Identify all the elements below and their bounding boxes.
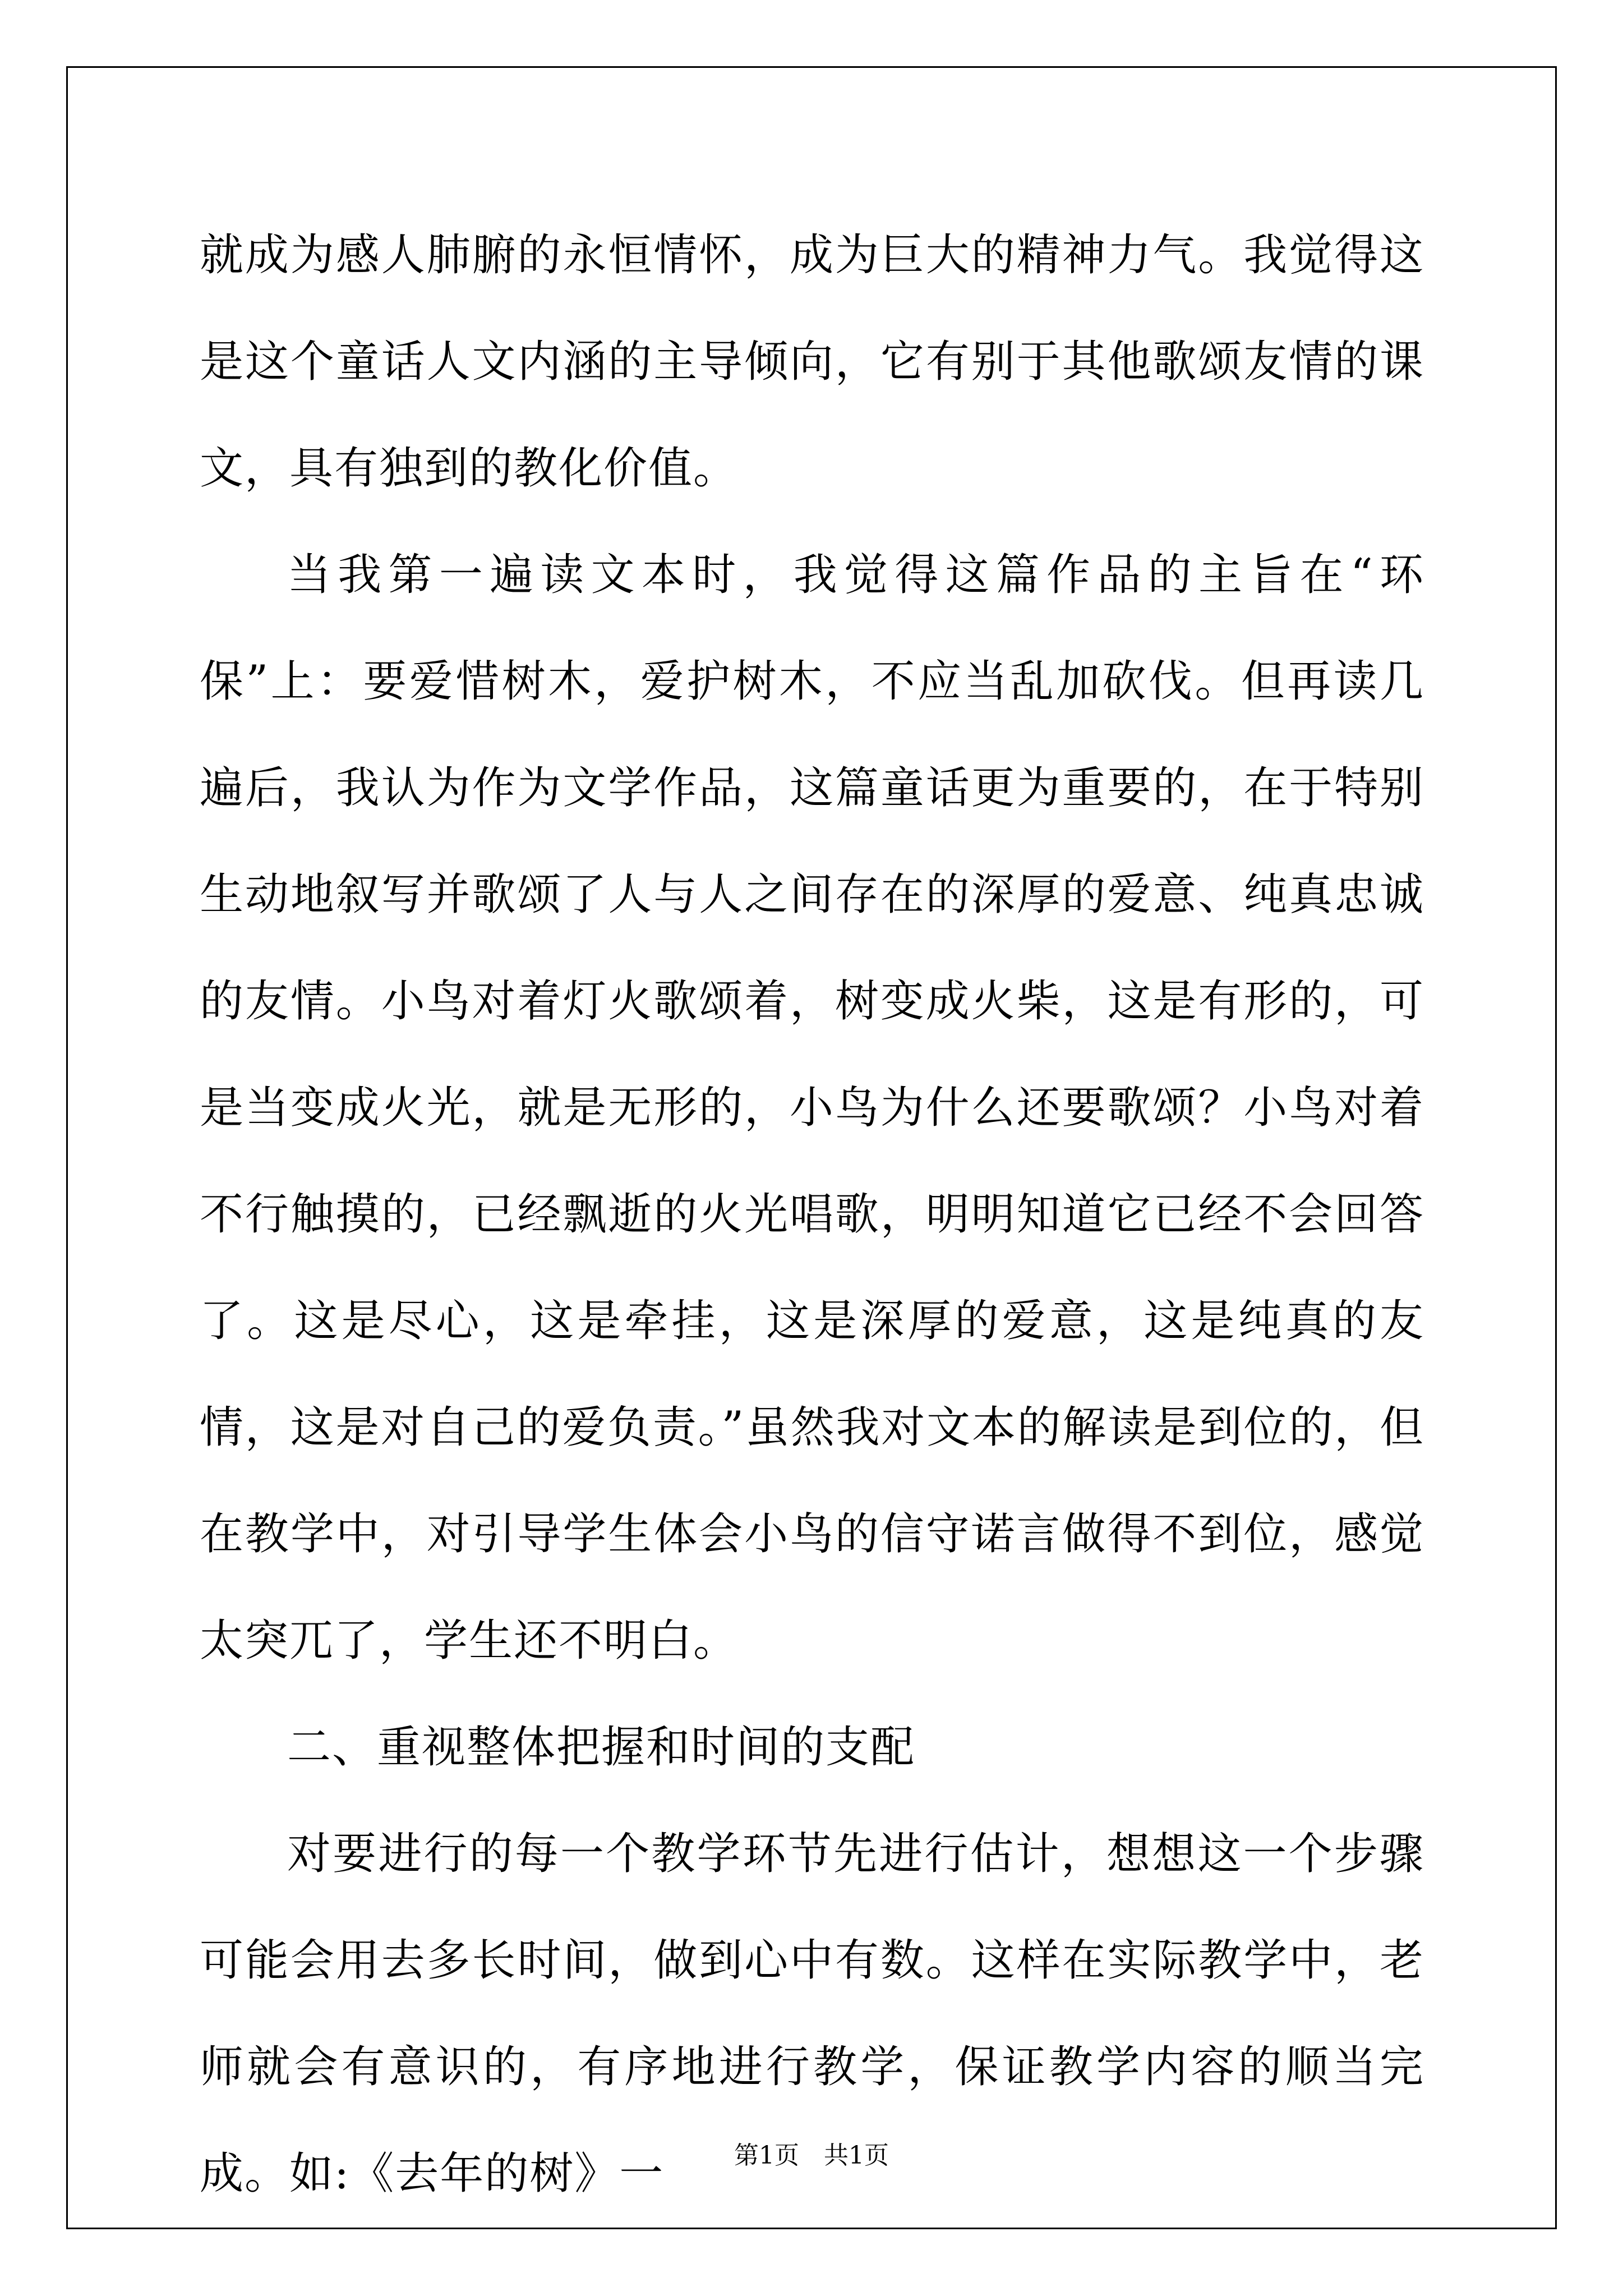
paragraph-3: 对要进行的每一个教学环节先进行估计，想想这一个步骤可能会用去多长时间，做到心中有数。这样在实际教学中，老师就会有意识的，有序地进行教学，保证教学内容的顺当完成。如:《去年的树》一: [200, 1829, 1424, 2199]
section-heading: 二、重视整体把握和时间的支配: [287, 1722, 916, 1773]
paragraph-2: 当我第一遍读文本时，我觉得这篇作品的主旨在“环保”上：要爱惜树木，爱护树木，不应当乱加砍伐。但再读几遍后，我认为作为文学作品，这篇童话更为重要的，在于特别生动地叙写并歌颂了人与人之间存在的深厚的爱意、纯真忠诚的友情。小鸟对着灯火歌颂着，树变成火柴，这是有形的，可是当变成火光，就是无形的，小鸟为什么还要歌颂？小鸟对着不行触摸的，已经飘逝的火光唱歌，明明知道它已经不会回答了。这是尽心，这是牵挂，这是深厚的爱意，这是纯真的友情，这是对自己的爱负责。”虽然我对文本的解读是到位的，但在教学中，对引导学生体会小鸟的信守诺言做得不到位，感觉太突兀了，学生还不明白。: [200, 550, 1424, 1666]
document-body: [200, 202, 1424, 2227]
page-footer: 第1页 共1页: [734, 2141, 889, 2170]
paragraph-1: 就成为感人肺腑的永恒情怀，成为巨大的精神力气。我觉得这是这个童话人文内涵的主导倾向，它有别于其他歌颂友情的课文，具有独到的教化价值。: [200, 230, 1424, 494]
